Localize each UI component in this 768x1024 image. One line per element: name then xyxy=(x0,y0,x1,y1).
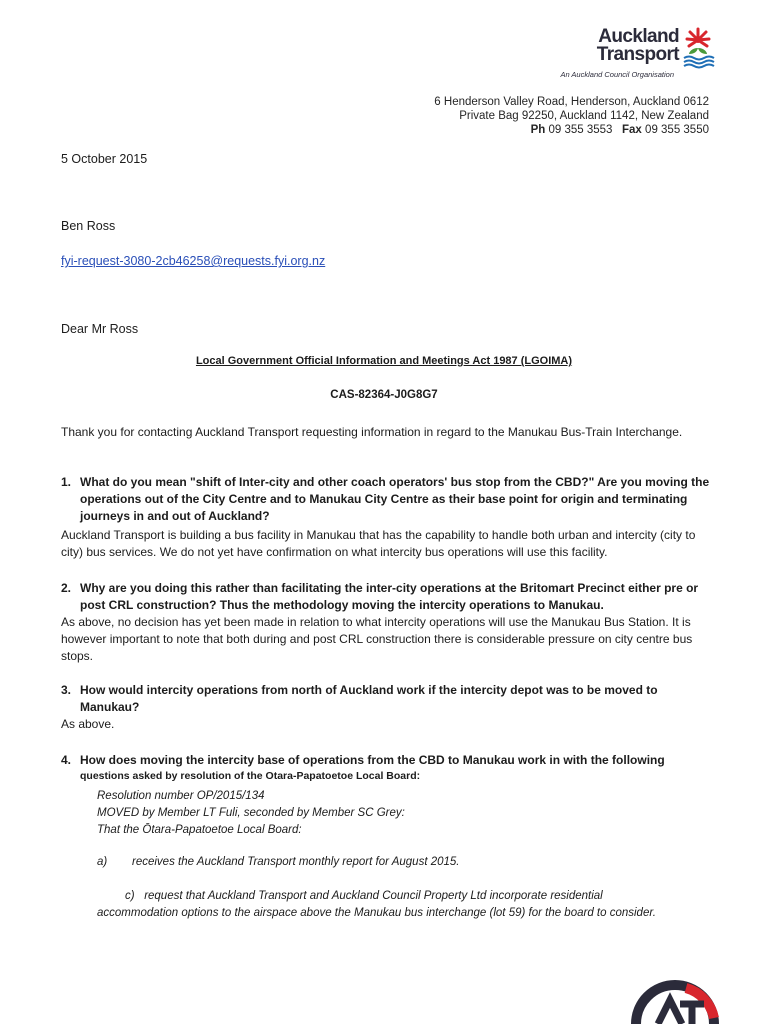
question-4-subtext: questions asked by resolution of the Otara-Papatoetoe Local Board: xyxy=(80,770,421,782)
question-number: 3. xyxy=(61,683,72,697)
question-3 xyxy=(61,682,711,716)
resolution-item-c-text: request that Auckland Transport and Auckland Council Property Ltd incorporate residential accommodation options to the airspace above the Manukau bus interchange (lot 59) for the board to consider. xyxy=(97,890,656,919)
question-text: What do you mean "shift of Inter-city and other coach operators' bus stop from the CBD?" Are you moving the operations out of the City Centre and to Manukau City Centre as their base point for origin and terminating journeys in and out of Auckland? xyxy=(80,475,710,523)
intro-paragraph: Thank you for contacting Auckland Transport requesting information in regard to the Manukau Bus-Train Interchange. xyxy=(61,425,683,439)
question-number: 2. xyxy=(61,581,72,595)
resolution-item-c xyxy=(97,888,687,922)
recipient-name: Ben Ross xyxy=(61,219,116,233)
fax-number: 09 355 3550 xyxy=(645,124,709,136)
question-1 xyxy=(61,474,711,525)
auckland-transport-logo xyxy=(540,26,715,86)
question-number: 4. xyxy=(61,753,72,767)
resolution-moved: MOVED by Member LT Fuli, seconded by Member SC Grey: xyxy=(97,807,405,819)
resolution-item-a-label: a) xyxy=(97,856,108,868)
answer-3: As above. xyxy=(61,717,115,731)
logo-word-auckland: Auckland xyxy=(598,26,679,47)
question-4 xyxy=(61,752,711,769)
at-roundel-logo-icon xyxy=(630,978,720,1024)
question-text: Why are you doing this rather than facilitating the inter-city operations at the Britomart Precinct either pre or post CRL construction? Thus the methodology moving the intercity operations to Manukau. xyxy=(80,581,699,612)
answer-1: Auckland Transport is building a bus facility in Manukau that has the capability to handle both urban and intercity (city to city) bus services. We do not yet have confirmation on what intercity bus operations will use this facility. xyxy=(61,528,696,559)
flower-waves-icon xyxy=(681,26,715,70)
logo-word-transport: Transport xyxy=(596,44,679,65)
question-number: 1. xyxy=(61,475,72,489)
address-phone-fax xyxy=(434,123,709,137)
sender-address xyxy=(434,95,709,137)
case-number: CAS-82364-J0G8G7 xyxy=(330,389,438,401)
resolution-item-a: receives the Auckland Transport monthly report for August 2015. xyxy=(132,856,460,868)
fax-label: Fax xyxy=(622,124,642,136)
resolution-item-c-label: c) xyxy=(125,890,135,902)
letter-date: 5 October 2015 xyxy=(61,152,148,166)
answer-2: As above, no decision has yet been made in relation to what intercity operations will use the Manukau Bus Station. It is however important to note that both during and post CRL construction there is considerable pressure on city centre bus stops. xyxy=(61,615,693,663)
logo-tagline: An Auckland Council Organisation xyxy=(560,70,674,79)
resolution-number: Resolution number OP/2015/134 xyxy=(97,790,265,802)
phone-label: Ph xyxy=(530,124,546,136)
act-title: Local Government Official Information and Meetings Act 1987 (LGOIMA) xyxy=(195,355,573,367)
address-line-1: 6 Henderson Valley Road, Henderson, Auckland 0612 xyxy=(434,96,709,108)
recipient-email-link[interactable]: fyi-request-3080-2cb46258@requests.fyi.org.nz xyxy=(61,254,326,268)
question-text: How would intercity operations from north of Auckland work if the intercity depot was to be moved to Manukau? xyxy=(80,683,658,714)
question-2 xyxy=(61,580,711,614)
salutation: Dear Mr Ross xyxy=(61,322,139,336)
phone-number: 09 355 3553 xyxy=(548,124,613,136)
address-line-2: Private Bag 92250, Auckland 1142, New Zealand xyxy=(459,110,709,122)
question-text: How does moving the intercity base of operations from the CBD to Manukau work in with the following xyxy=(80,753,665,767)
resolution-that: That the Ōtara-Papatoetoe Local Board: xyxy=(97,824,302,836)
